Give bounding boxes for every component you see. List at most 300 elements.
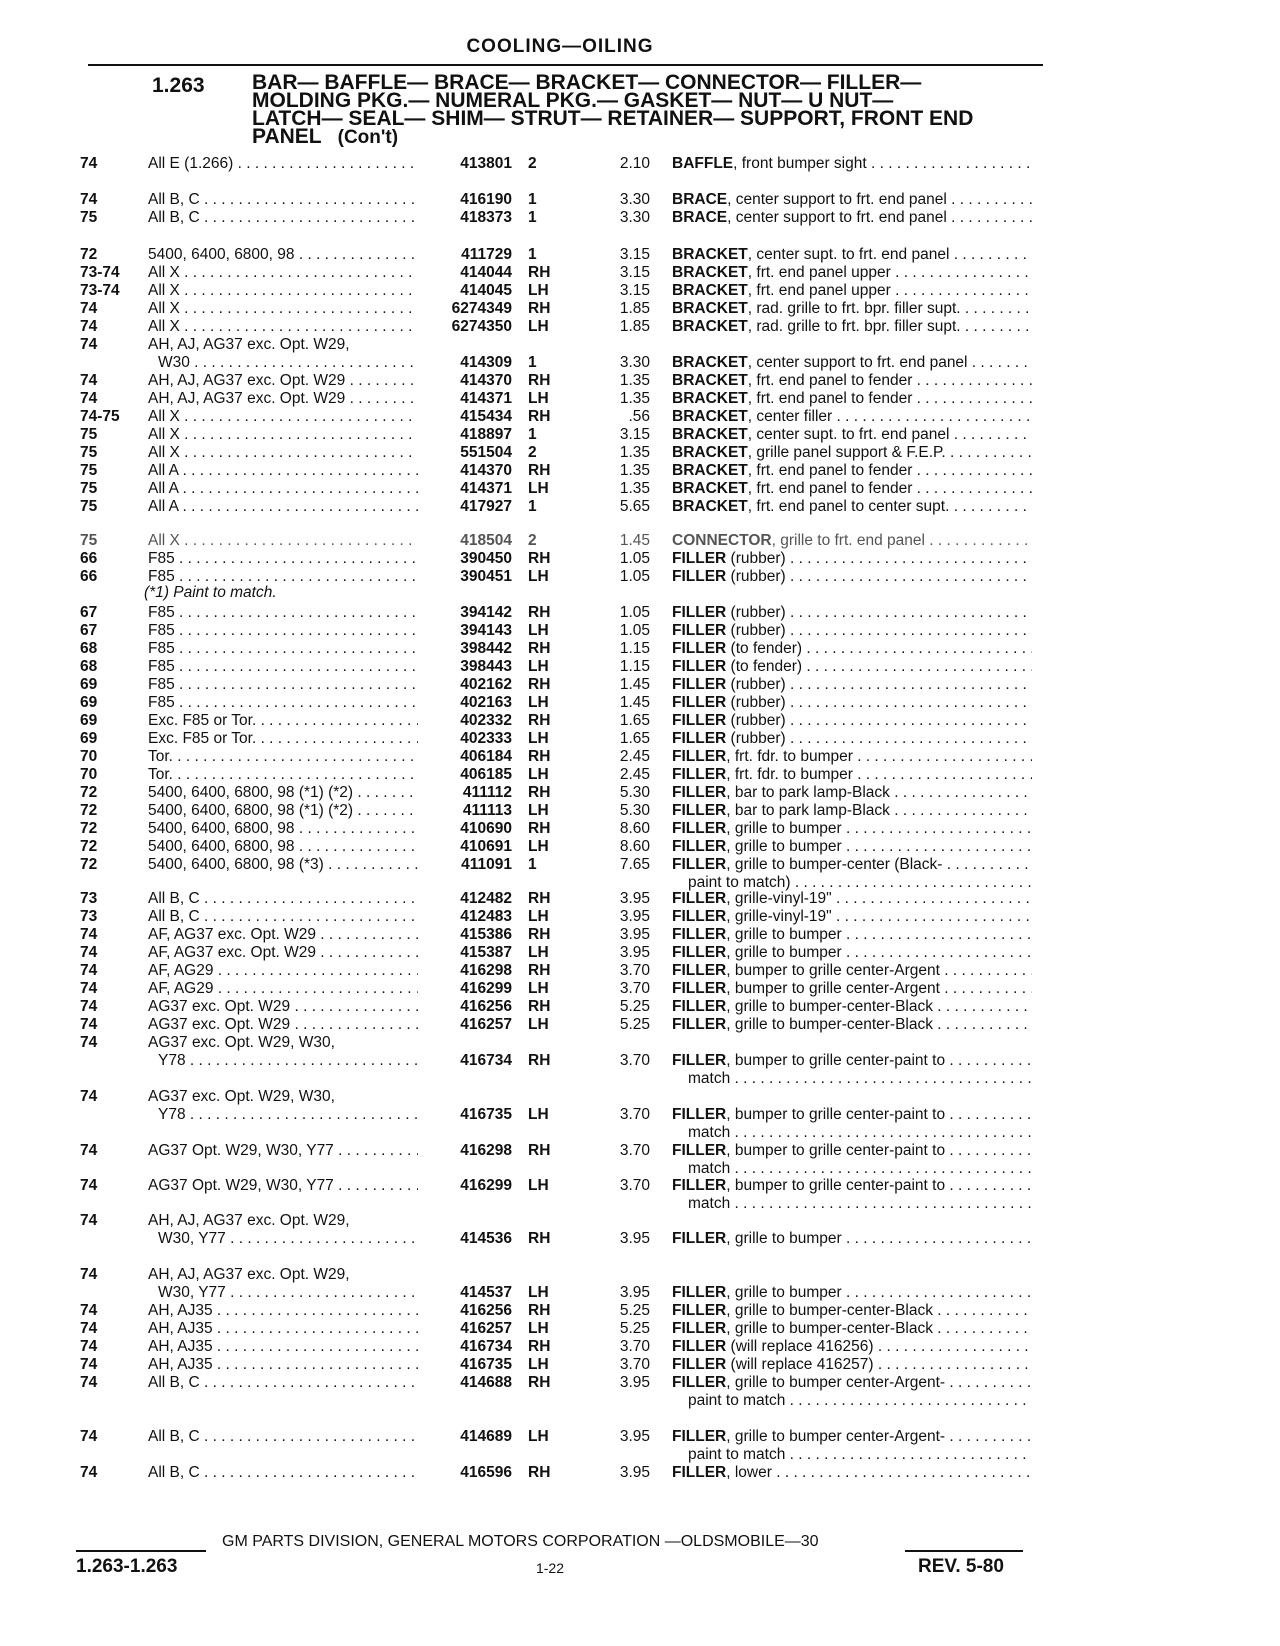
quantity: 1 <box>528 209 537 226</box>
part-name: FILLER <box>672 676 727 693</box>
part-description <box>672 1356 1032 1374</box>
part-description <box>672 300 1032 318</box>
list-price: 5.25 <box>619 1320 650 1337</box>
list-price: 1.35 <box>619 372 650 389</box>
model-year: 74 <box>80 1374 98 1391</box>
parts-row <box>0 444 1280 462</box>
list-price: 3.30 <box>619 209 650 226</box>
model-application: F85 . . . <box>148 604 418 622</box>
parts-row <box>0 908 1280 926</box>
part-description <box>672 712 1032 730</box>
part-name: BRACKET <box>672 318 748 335</box>
part-number: 402333 <box>460 730 512 747</box>
part-description <box>672 694 1032 712</box>
model-year: 72 <box>80 784 98 801</box>
part-description <box>672 1320 1032 1338</box>
model-application-cont: W30, Y77 . . . <box>158 1230 418 1248</box>
model-application: F85 . . . <box>148 622 418 640</box>
model-application: AF, AG37 exc. Opt. W29 . . . <box>148 926 418 944</box>
part-description <box>672 998 1032 1016</box>
part-name: FILLER <box>672 1284 727 1301</box>
part-detail: , front bumper sight <box>733 155 867 172</box>
list-price: 3.70 <box>619 980 650 997</box>
model-application-cont: W30 . . . <box>158 354 418 372</box>
part-description-cont: match . . . <box>688 1195 1032 1213</box>
part-detail: (will replace 416257) <box>726 1356 874 1373</box>
header-rule <box>88 64 1043 66</box>
list-price: 3.30 <box>619 354 650 371</box>
model-application: Exc. F85 or Tor. . . . <box>148 730 418 748</box>
part-name: FILLER <box>672 1230 727 1247</box>
model-application: 5400, 6400, 6800, 98 . . . <box>148 838 418 856</box>
quantity: LH <box>528 730 549 747</box>
parts-row <box>0 462 1280 480</box>
parts-row <box>0 748 1280 766</box>
list-price: 7.65 <box>619 856 650 873</box>
part-description <box>672 209 1032 227</box>
list-price: 3.95 <box>619 1464 650 1481</box>
list-price: 3.95 <box>619 890 650 907</box>
model-application-cont: Y78 . . . <box>158 1106 418 1124</box>
model-year: 66 <box>80 550 98 567</box>
part-detail: , frt. fdr. to bumper <box>726 766 853 783</box>
part-number: 416257 <box>460 1016 512 1033</box>
model-application: All X . . . <box>148 264 418 282</box>
part-number: 411112 <box>462 784 512 801</box>
parts-row <box>0 962 1280 980</box>
model-year: 72 <box>80 838 98 855</box>
part-detail: , grille to bumper-center (Black- <box>726 856 943 873</box>
part-number: 394142 <box>460 604 512 621</box>
part-number: 416735 <box>460 1106 512 1123</box>
list-price: 1.45 <box>619 694 650 711</box>
parts-row <box>0 820 1280 838</box>
part-number: 416257 <box>460 1320 512 1337</box>
model-application: All A . . . <box>148 462 418 480</box>
model-application: AG37 exc. Opt. W29, W30, <box>148 1034 335 1051</box>
model-year: 75 <box>80 532 98 549</box>
parts-row <box>0 640 1280 658</box>
part-description <box>672 426 1032 444</box>
part-detail: , grille to bumper center-Argent- <box>726 1428 946 1445</box>
part-name: FILLER <box>672 1356 727 1373</box>
part-number: 414688 <box>460 1374 512 1391</box>
part-name: FILLER <box>672 1374 727 1391</box>
model-application: F85 . . . <box>148 694 418 712</box>
quantity: RH <box>528 1230 551 1247</box>
parts-row <box>0 622 1280 640</box>
list-price: 1.65 <box>619 712 650 729</box>
quantity: 1 <box>528 246 537 263</box>
parts-row <box>0 856 1280 891</box>
part-name: BRACKET <box>672 282 748 299</box>
quantity: LH <box>528 658 549 675</box>
part-description <box>672 730 1032 748</box>
model-year: 74 <box>80 926 98 943</box>
part-number: 416596 <box>460 1464 512 1481</box>
part-number: 398442 <box>460 640 512 657</box>
group-title-line: PANEL (Con't) <box>252 125 399 148</box>
part-description <box>672 444 1032 462</box>
quantity: LH <box>528 766 549 783</box>
part-name: FILLER <box>672 1320 727 1337</box>
model-year: 74 <box>80 390 98 407</box>
part-description-cont: paint to match . . . <box>688 1392 1032 1410</box>
part-number: 411113 <box>462 802 512 819</box>
model-application: All X . . . <box>148 282 418 300</box>
part-number: 414045 <box>460 282 512 299</box>
quantity: RH <box>528 1374 551 1391</box>
part-name: FILLER <box>672 604 727 621</box>
part-detail: , center filler <box>747 408 833 425</box>
group-title-line: LATCH— SEAL— SHIM— STRUT— RETAINER— SUPPORT, FRONT END <box>252 107 974 130</box>
list-price: 1.65 <box>619 730 650 747</box>
part-number: 418373 <box>460 209 512 226</box>
quantity: LH <box>528 908 549 925</box>
part-description <box>672 856 1032 874</box>
part-number: 415386 <box>460 926 512 943</box>
part-description <box>672 550 1032 568</box>
parts-row <box>0 944 1280 962</box>
list-price: 1.05 <box>619 550 650 567</box>
model-year: 74 <box>80 300 98 317</box>
model-year: 73 <box>80 908 98 925</box>
part-description <box>672 155 1032 173</box>
list-price: 1.15 <box>619 658 650 675</box>
part-name: BRACE <box>672 191 728 208</box>
list-price: 3.95 <box>619 1428 650 1445</box>
model-application: AF, AG29 . . . <box>148 980 418 998</box>
quantity: RH <box>528 1142 551 1159</box>
part-name: FILLER <box>672 1142 727 1159</box>
model-year: 74 <box>80 1356 98 1373</box>
part-description-cont: match . . . <box>688 1160 1032 1178</box>
part-detail: , grille to bumper <box>726 926 842 943</box>
quantity: 1 <box>528 191 537 208</box>
part-detail: (to fender) <box>726 658 803 675</box>
parts-row <box>0 300 1280 318</box>
part-description <box>672 748 1032 766</box>
quantity: LH <box>528 1356 549 1373</box>
part-detail: , grille to bumper <box>726 1284 842 1301</box>
model-application: AH, AJ, AG37 exc. Opt. W29 . . . <box>148 372 418 390</box>
list-price: 5.25 <box>619 998 650 1015</box>
model-year: 75 <box>80 462 98 479</box>
list-price: 3.70 <box>619 1356 650 1373</box>
part-number: 410691 <box>460 838 512 855</box>
part-name: CONNECTOR <box>672 532 772 549</box>
model-year: 74 <box>80 998 98 1015</box>
part-description <box>672 962 1032 980</box>
part-name: FILLER <box>672 802 727 819</box>
part-name: FILLER <box>672 622 727 639</box>
quantity: LH <box>528 1428 549 1445</box>
parts-row <box>0 408 1280 426</box>
model-application: All X . . . <box>148 532 418 550</box>
parts-row <box>0 838 1280 856</box>
model-application: All B, C . . . <box>148 1428 418 1446</box>
part-number: 414371 <box>460 390 512 407</box>
parts-row <box>0 998 1280 1016</box>
model-year: 74 <box>80 318 98 335</box>
part-number: 415434 <box>460 408 512 425</box>
model-year: 74 <box>80 944 98 961</box>
model-year: 70 <box>80 766 98 783</box>
part-description <box>672 640 1032 658</box>
part-description <box>672 1284 1032 1302</box>
part-detail: , grille to bumper center-Argent- <box>726 1374 946 1391</box>
part-name: FILLER <box>672 748 727 765</box>
part-detail: , frt. end panel to center supt. <box>747 498 950 515</box>
part-name: FILLER <box>672 694 727 711</box>
part-description <box>672 838 1032 856</box>
model-application: All X . . . <box>148 426 418 444</box>
model-application: AG37 Opt. W29, W30, Y77 . . . <box>148 1177 418 1195</box>
part-name: FILLER <box>672 980 727 997</box>
part-detail: , grille to bumper-center-Black <box>726 998 933 1015</box>
model-application: AH, AJ35 . . . <box>148 1338 418 1356</box>
group-title-line: BAR— BAFFLE— BRACE— BRACKET— CONNECTOR— FILLER— <box>252 71 922 94</box>
part-number: 411729 <box>461 246 512 263</box>
parts-row <box>0 1088 1280 1141</box>
list-price: 3.15 <box>619 426 650 443</box>
model-year: 66 <box>80 568 98 585</box>
part-number: 416734 <box>460 1052 512 1069</box>
footer-revision: REV. 5-80 <box>918 1556 1004 1577</box>
part-number: 418897 <box>460 426 512 443</box>
part-number: 6274349 <box>451 300 512 317</box>
part-name: FILLER <box>672 766 727 783</box>
part-name: FILLER <box>672 1016 727 1033</box>
parts-row <box>0 246 1280 264</box>
part-name: FILLER <box>672 640 727 657</box>
model-application: AH, AJ, AG37 exc. Opt. W29 . . . <box>148 390 418 408</box>
part-name: BRACKET <box>672 480 748 497</box>
parts-row <box>0 980 1280 998</box>
model-application: All B, C . . . <box>148 209 418 227</box>
parts-row <box>0 480 1280 498</box>
model-year: 69 <box>80 694 98 711</box>
model-year: 72 <box>80 820 98 837</box>
list-price: 3.70 <box>619 1338 650 1355</box>
part-number: 414537 <box>460 1284 512 1301</box>
part-description <box>672 191 1032 209</box>
footer-division: GM PARTS DIVISION, GENERAL MOTORS CORPORATION —OLDSMOBILE—30 <box>222 1533 819 1550</box>
list-price: 1.35 <box>619 390 650 407</box>
part-number: 416256 <box>460 998 512 1015</box>
part-description <box>672 1338 1032 1356</box>
part-detail: , rad. grille to frt. bpr. filler supt. <box>747 318 961 335</box>
group-number: 1.263 <box>152 74 205 97</box>
model-year: 74 <box>80 336 98 353</box>
part-description <box>672 1428 1032 1446</box>
part-detail: , frt. end panel to fender <box>747 462 913 479</box>
model-application: F85 . . . <box>148 640 418 658</box>
model-application-cont: W30, Y77 . . . <box>158 1284 418 1302</box>
quantity: RH <box>528 372 551 389</box>
model-year: 74 <box>80 962 98 979</box>
part-number: 414370 <box>460 372 512 389</box>
part-number: 416190 <box>460 191 512 208</box>
part-detail: (rubber) <box>726 730 786 747</box>
part-name: FILLER <box>672 1338 727 1355</box>
quantity: LH <box>528 1320 549 1337</box>
part-name: BRACKET <box>672 408 748 425</box>
parts-row <box>0 336 1280 372</box>
quantity: 2 <box>528 532 537 549</box>
part-number: 414689 <box>460 1428 512 1445</box>
model-application: All X . . . <box>148 318 418 336</box>
parts-row <box>0 498 1280 516</box>
part-detail: , frt. end panel to fender <box>747 372 913 389</box>
part-number: 417927 <box>460 498 512 515</box>
quantity: RH <box>528 550 551 567</box>
part-number: 398443 <box>460 658 512 675</box>
model-application: AH, AJ, AG37 exc. Opt. W29, <box>148 1266 350 1283</box>
part-name: FILLER <box>672 784 727 801</box>
part-description <box>672 1016 1032 1034</box>
part-detail: , bumper to grille center-Argent <box>726 980 940 997</box>
model-application: All A . . . <box>148 480 418 498</box>
part-number: 412483 <box>460 908 512 925</box>
part-name: FILLER <box>672 820 727 837</box>
part-name: BRACKET <box>672 498 748 515</box>
part-description <box>672 1302 1032 1320</box>
parts-row <box>0 1356 1280 1374</box>
list-price: 2.45 <box>619 766 650 783</box>
model-application: AH, AJ35 . . . <box>148 1320 418 1338</box>
quantity: LH <box>528 622 549 639</box>
part-number: 402332 <box>460 712 512 729</box>
part-number: 411091 <box>461 856 512 873</box>
list-price: 3.15 <box>619 282 650 299</box>
model-year: 74 <box>80 1034 98 1051</box>
model-application: F85 . . . <box>148 568 418 586</box>
part-detail: , frt. end panel upper <box>747 282 891 299</box>
part-description <box>672 1374 1032 1392</box>
part-detail: (rubber) <box>726 712 786 729</box>
part-description <box>672 1464 1032 1482</box>
part-number: 412482 <box>460 890 512 907</box>
part-detail: , center support to frt. end panel <box>747 354 968 371</box>
part-detail: , grille to bumper <box>726 944 842 961</box>
model-application: AG37 exc. Opt. W29 . . . <box>148 1016 418 1034</box>
model-year: 74 <box>80 1016 98 1033</box>
model-year: 75 <box>80 480 98 497</box>
part-detail: , center supt. to frt. end panel <box>747 426 950 443</box>
part-detail: (rubber) <box>726 694 786 711</box>
part-description <box>672 498 1032 516</box>
part-description <box>672 408 1032 426</box>
part-detail: (will replace 416256) <box>726 1338 874 1355</box>
part-description-cont: paint to match . . . <box>688 1446 1032 1464</box>
model-year: 74 <box>80 1338 98 1355</box>
part-description <box>672 390 1032 408</box>
list-price: 3.95 <box>619 926 650 943</box>
model-application: 5400, 6400, 6800, 98 . . . <box>148 820 418 838</box>
list-price: 1.35 <box>619 462 650 479</box>
part-number: 418504 <box>460 532 512 549</box>
part-detail: , grille to bumper <box>726 838 842 855</box>
part-description <box>672 462 1032 480</box>
model-year: 74 <box>80 1266 98 1283</box>
part-description <box>672 926 1032 944</box>
model-year: 74 <box>80 1302 98 1319</box>
model-year: 70 <box>80 748 98 765</box>
quantity: LH <box>528 318 549 335</box>
part-description <box>672 676 1032 694</box>
part-description <box>672 246 1032 264</box>
list-price: 3.15 <box>619 264 650 281</box>
part-number: 402162 <box>460 676 512 693</box>
parts-row <box>0 1212 1280 1248</box>
part-number: 416734 <box>460 1338 512 1355</box>
part-number: 414536 <box>460 1230 512 1247</box>
part-number: 390451 <box>460 568 512 585</box>
list-price: 3.70 <box>619 1177 650 1194</box>
list-price: 2.45 <box>619 748 650 765</box>
model-year: 73-74 <box>80 264 120 281</box>
model-year: 72 <box>80 802 98 819</box>
part-name: BRACKET <box>672 246 748 263</box>
paint-note: (*1) Paint to match. <box>144 584 277 601</box>
model-year: 68 <box>80 640 98 657</box>
part-number: 394143 <box>460 622 512 639</box>
part-detail: , frt. end panel to fender <box>747 390 913 407</box>
part-description <box>672 354 1032 372</box>
model-application: 5400, 6400, 6800, 98 . . . <box>148 246 418 264</box>
part-detail: , bar to park lamp-Black <box>726 802 890 819</box>
list-price: 1.05 <box>619 604 650 621</box>
model-application: All X . . . <box>148 300 418 318</box>
list-price: 5.65 <box>619 498 650 515</box>
part-description <box>672 944 1032 962</box>
list-price: 1.45 <box>619 532 650 549</box>
model-application: AH, AJ, AG37 exc. Opt. W29, <box>148 1212 350 1229</box>
quantity: LH <box>528 1106 549 1123</box>
part-detail: , bumper to grille center-Argent <box>726 962 940 979</box>
part-name: BRACKET <box>672 426 748 443</box>
part-description <box>672 532 1032 550</box>
parts-row <box>0 1464 1280 1482</box>
model-year: 69 <box>80 676 98 693</box>
part-detail: , center support to frt. end panel <box>727 209 947 226</box>
parts-row <box>0 1302 1280 1320</box>
part-name: FILLER <box>672 1177 727 1194</box>
part-name: FILLER <box>672 998 727 1015</box>
group-title-line: MOLDING PKG.— NUMERAL PKG.— GASKET— NUT— U NUT— <box>252 89 894 112</box>
model-year: 69 <box>80 712 98 729</box>
quantity: 1 <box>528 426 537 443</box>
part-detail: , center support to frt. end panel <box>727 191 947 208</box>
model-application: AG37 exc. Opt. W29, W30, <box>148 1088 335 1105</box>
list-price: 1.45 <box>619 676 650 693</box>
model-application: All B, C . . . <box>148 1374 418 1392</box>
model-year: 75 <box>80 426 98 443</box>
model-application-cont: Y78 . . . <box>158 1052 418 1070</box>
parts-row <box>0 1142 1280 1177</box>
quantity: RH <box>528 748 551 765</box>
quantity: RH <box>528 962 551 979</box>
model-application: Exc. F85 or Tor. . . . <box>148 712 418 730</box>
part-number: 406184 <box>460 748 512 765</box>
part-detail: , frt. end panel upper <box>747 264 891 281</box>
parts-row <box>0 1428 1280 1463</box>
quantity: LH <box>528 1016 549 1033</box>
quantity: RH <box>528 1302 551 1319</box>
model-year: 72 <box>80 856 98 873</box>
quantity: RH <box>528 408 551 425</box>
